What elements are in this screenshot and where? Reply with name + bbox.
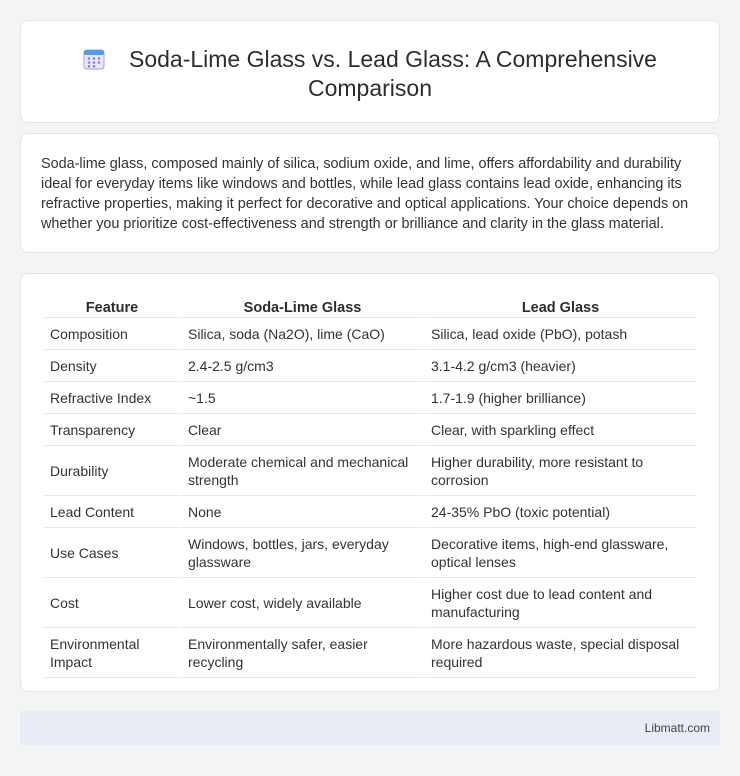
table-row — [44, 352, 696, 382]
page-title: Soda-Lime Glass vs. Lead Glass: A Comprehensive Comparison — [129, 46, 657, 101]
cell-lead: Silica, lead oxide (PbO), potash — [425, 320, 696, 350]
table-row — [44, 416, 696, 446]
cell-feature: Density — [44, 352, 180, 382]
cell-soda-lime: 2.4-2.5 g/cm3 — [182, 352, 423, 382]
intro-paragraph: Soda-lime glass, composed mainly of silica, sodium oxide, and lime, offers affordability and durability ideal for everyday items like windows and bottles, while lead glass contains lead oxide, enhancing its refractive properties, making it perfect for decorative and optical applications. Your choice depends on whether you prioritize cost-effectiveness and strength or brilliance and clarity in the glass material. — [41, 156, 689, 232]
table-row — [44, 448, 696, 496]
cell-lead: 1.7-1.9 (higher brilliance) — [425, 384, 696, 414]
cell-soda-lime: None — [182, 498, 423, 528]
cell-soda-lime: Silica, soda (Na2O), lime (CaO) — [182, 320, 423, 350]
cell-lead: Higher durability, more resistant to corrosion — [425, 448, 696, 496]
intro-card — [20, 133, 720, 253]
cell-feature: Environmental Impact — [44, 630, 180, 678]
cell-soda-lime: Lower cost, widely available — [182, 580, 423, 628]
table-row — [44, 498, 696, 528]
cell-soda-lime: Windows, bottles, jars, everyday glassware — [182, 530, 423, 578]
table-row — [44, 630, 696, 678]
table-row — [44, 320, 696, 350]
cell-lead: 24-35% PbO (toxic potential) — [425, 498, 696, 528]
comparison-card — [20, 273, 720, 692]
cell-lead: 3.1-4.2 g/cm3 (heavier) — [425, 352, 696, 382]
table-row — [44, 580, 696, 628]
footer-brand-link[interactable]: Libmatt.com — [644, 721, 710, 735]
title-card — [20, 20, 720, 123]
cell-feature: Use Cases — [44, 530, 180, 578]
column-header-soda-lime: Soda-Lime Glass — [182, 298, 423, 318]
cell-feature: Durability — [44, 448, 180, 496]
cell-feature: Refractive Index — [44, 384, 180, 414]
cell-lead: Decorative items, high-end glassware, optical lenses — [425, 530, 696, 578]
cell-lead: More hazardous waste, special disposal required — [425, 630, 696, 678]
cell-feature: Transparency — [44, 416, 180, 446]
table-header-row — [44, 298, 696, 318]
cell-soda-lime: Environmentally safer, easier recycling — [182, 630, 423, 678]
cell-feature: Composition — [44, 320, 180, 350]
table-row — [44, 530, 696, 578]
cell-lead: Clear, with sparkling effect — [425, 416, 696, 446]
footer — [20, 711, 720, 745]
comparison-table — [42, 296, 698, 680]
table-row — [44, 384, 696, 414]
cell-soda-lime: Clear — [182, 416, 423, 446]
calendar-icon — [83, 48, 105, 70]
cell-feature: Lead Content — [44, 498, 180, 528]
column-header-lead: Lead Glass — [425, 298, 696, 318]
cell-feature: Cost — [44, 580, 180, 628]
cell-soda-lime: Moderate chemical and mechanical strength — [182, 448, 423, 496]
cell-lead: Higher cost due to lead content and manufacturing — [425, 580, 696, 628]
column-header-feature: Feature — [44, 298, 180, 318]
cell-soda-lime: ~1.5 — [182, 384, 423, 414]
